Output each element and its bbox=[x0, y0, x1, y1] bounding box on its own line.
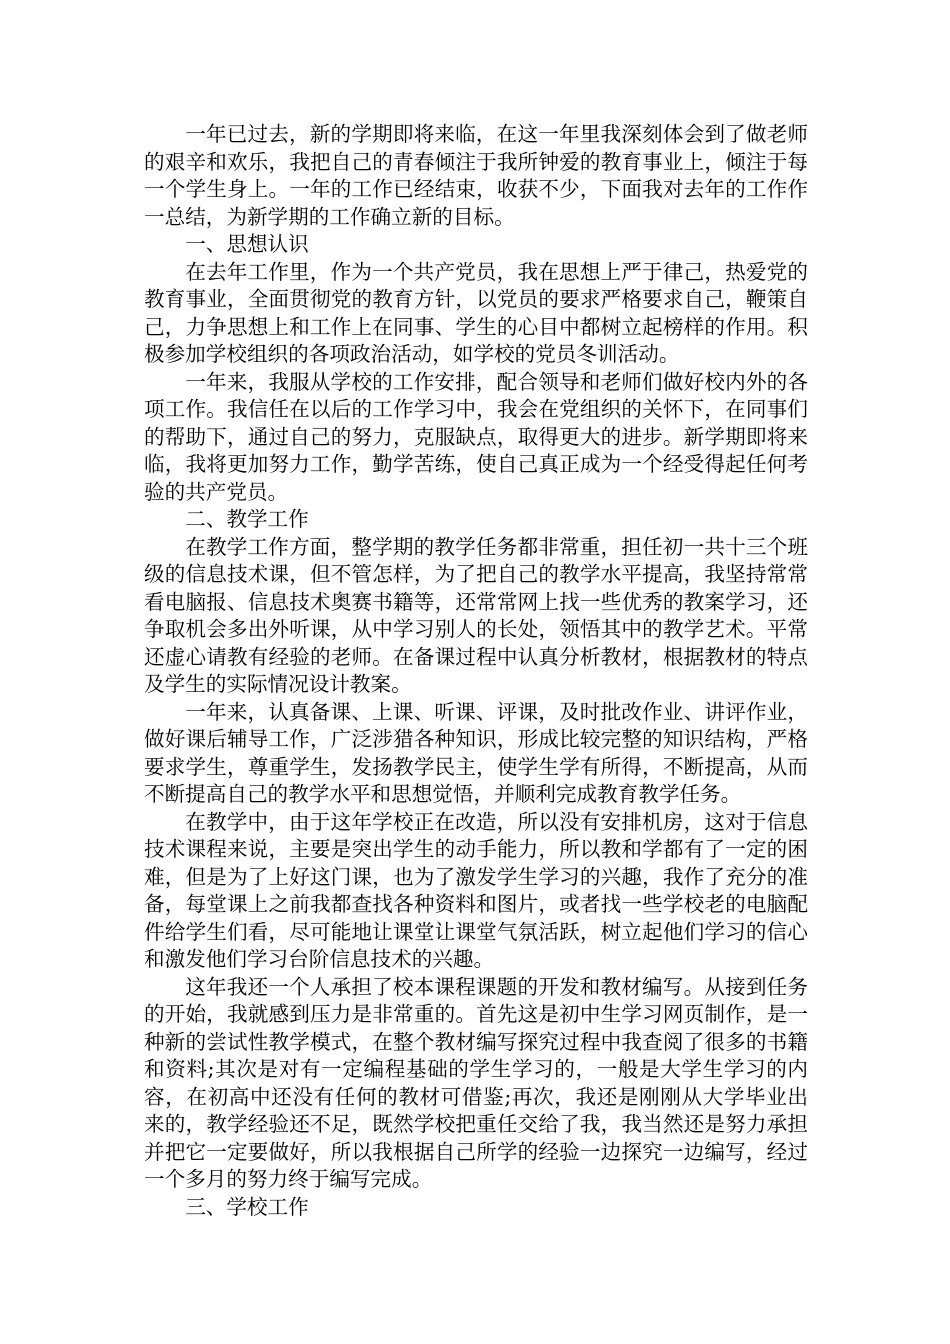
section-heading-school: 三、学校工作 bbox=[185, 1194, 309, 1219]
section-heading-thought: 一、思想认识 bbox=[185, 232, 309, 256]
intro-paragraph: 一年已过去，新的学期即将来临，在这一年里我深刻体会到了做老师的艰辛和欢乐，我把自己的青春倾注于我所钟爱的教育事业上，倾注于每一个学生身上。一年的工作已经结束，收获不少，下面我对去年的工作作一总结，为新学期的工作确立新的目标。 bbox=[144, 122, 808, 229]
thought-paragraph-1: 在去年工作里，作为一个共产党员，我在思想上严于律己，热爱党的教育事业，全面贯彻党的教育方针，以党员的要求严格要求自己，鞭策自己，力争思想上和工作上在同事、学生的心目中都树立起榜样的作用。积极参加学校组织的各项政治活动，如学校的党员冬训活动。 bbox=[144, 259, 808, 366]
teaching-paragraph-3: 在教学中，由于这年学校正在改造，所以没有安排机房，这对于信息技术课程来说，主要是突出学生的动手能力，所以教和学都有了一定的困难，但是为了上好这门课，也为了激发学生学习的兴趣，我作了充分的准备，每堂课上之前我都查找各种资料和图片，或者找一些学校老的电脑配件给学生们看，尽可能地让课堂让课堂气氛活跃，树立起他们学习的信心和激发他们学习台阶信息技术的兴趣。 bbox=[144, 809, 808, 971]
teaching-paragraph-1: 在教学工作方面，整学期的教学任务都非常重，担任初一共十三个班级的信息技术课，但不管怎样，为了把自己的教学水平提高，我坚持常常看电脑报、信息技术奥赛书籍等，还常常网上找一些优秀的教案学习，还争取机会多出外听课，从中学习别人的长处，领悟其中的教学艺术。平常还虚心请教有经验的老师。在备课过程中认真分析教材，根据教材的特点及学生的实际情况设计教案。 bbox=[144, 534, 808, 696]
section-heading-teaching: 二、教学工作 bbox=[185, 507, 309, 531]
teaching-paragraph-2: 一年来，认真备课、上课、听课、评课，及时批改作业、讲评作业，做好课后辅导工作，广泛涉猎各种知识，形成比较完整的知识结构，严格要求学生，尊重学生，发扬教学民主，使学生学有所得，不断提高，从而不断提高自己的教学水平和思想觉悟，并顺利完成教育教学任务。 bbox=[144, 699, 808, 806]
document-body bbox=[144, 121, 808, 1221]
thought-paragraph-2: 一年来，我服从学校的工作安排，配合领导和老师们做好校内外的各项工作。我信任在以后的工作学习中，我会在党组织的关怀下，在同事们的帮助下，通过自己的努力，克服缺点，取得更大的进步。新学期即将来临，我将更加努力工作，勤学苦练，使自己真正成为一个经受得起任何考验的共产党员。 bbox=[144, 369, 808, 504]
teaching-paragraph-4: 这年我还一个人承担了校本课程课题的开发和教材编写。从接到任务的开始，我就感到压力是非常重的。首先这是初中生学习网页制作，是一种新的尝试性教学模式，在整个教材编写探究过程中我查阅了很多的书籍和资料;其次是对有一定编程基础的学生学习的，一般是大学生学习的内容，在初高中还没有任何的教材可借鉴;再次，我还是刚刚从大学毕业出来的，教学经验还不足，既然学校把重任交给了我，我当然还是努力承担并把它一定要做好，所以我根据自己所学的经验一边探究一边编写，经过一个多月的努力终于编写完成。 bbox=[144, 974, 808, 1191]
